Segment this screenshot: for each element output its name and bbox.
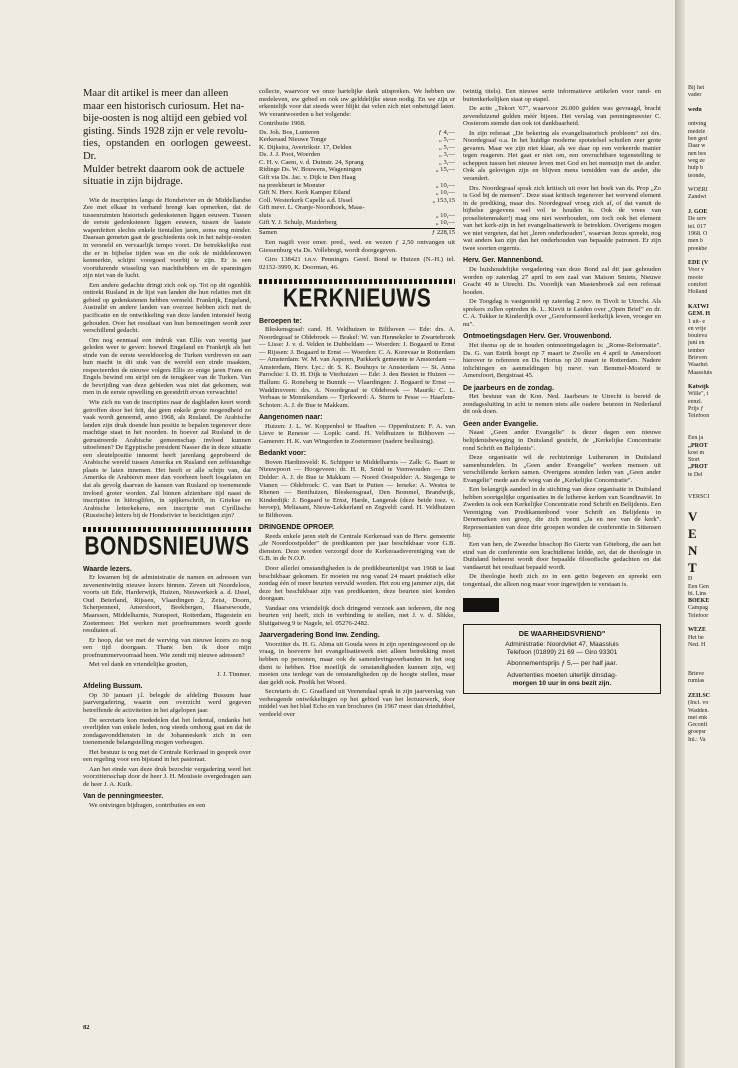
- adjacent-page-line: Brieven: [688, 354, 707, 361]
- adjacent-page-line: ben ged: [688, 136, 707, 143]
- bondsnieuws-banner: [83, 527, 251, 560]
- article-paragraph: Een nagift voor emer. pred., wed. en wezen ƒ 2,50 ontvangen uit Giessenburg via Ds. Vollebregt, wordt doorgegeven.: [259, 239, 455, 254]
- article-paragraph: Wie zich nu van de inscripties naar de dagbladen keert wordt getroffen door het feit, dat geen enkele grote mogendheid zo vaak wordt genoemd, anno 1968, als Rusland. De Arabische landen zijn druk doende hun positie te bepalen tegenover deze machtige staat in het noorden. In hoever zal Rusland in de getrustreerde Arabische gemeenschap invloed kunnen uitoefenen? De Egyptische president Nasser die in deze situatie een sleutelpositie inneemt heeft jarenlang geprobeerd de Arabische wereld tussen Amerika en Rusland een zelfstandige plaats te laten innemen. Het heeft er alle schijn van, dat Amerika de Arabieren meer dan voorheen heeft losgelaten en dat als gevolg daarvan de kansen van Rusland op toenemende invloed groter worden. Zal binnen afzienbare tijd naast de inscripties in hiëroglifen, in spijkerschrift, in Griekse en Arabische letterkekens, een inscriptie met Cyrillische (Russische) letters bij de Hondsrivier te bezichtigen zijn?: [83, 398, 251, 520]
- section-heading: Jaarvergadering Bond Inw. Zending.: [259, 632, 380, 640]
- adjacent-page-text: [685, 0, 738, 744]
- ads-deadline-line: morgen 10 uur in ons bezit zijn.: [512, 679, 612, 687]
- adjacent-page-line: ZEILSC: [688, 692, 711, 699]
- adjacent-page-line: kost m: [688, 449, 705, 456]
- article-paragraph: Het bestuur is nog met de Centrale Kerkraad in gesprek over een regeling voor een bijstand in het pastoraat.: [83, 748, 251, 764]
- adjacent-page-line: medele: [688, 128, 706, 135]
- ads-deadline-line: Advertenties moeten uiterlijk dinsdag-: [507, 671, 617, 679]
- adjacent-page-line: [688, 180, 738, 187]
- table-row: Ds. Joh. Bos, Lunteren ƒ 4,—: [259, 128, 455, 136]
- kerknieuws-title: KERKNIEUWS: [282, 283, 432, 313]
- article-paragraph: Deze organisatie wil de rechtzinnige Lutheranen in Duitsland samenbundelen. In „Geen ander Evangelie" werken mensen uit verschillende kerken samen. Overigens stonden leden van „Geen ander Evangelie" mede aan de wieg van de „Kerkelijke Concentratie".: [463, 454, 661, 484]
- adjacent-page-line: Wille", t: [688, 391, 709, 398]
- adjacent-page-line: Campag: [688, 605, 708, 612]
- article-paragraph: Voorzitter ds. H. G. Abma uit Gouda wees in zijn openingswoord op de vraag, in hoeverre het evangelisatiewerk niet alleen betrekking moet hebben op personen, maar ook de samenlevingsverbanden in het oog dient te hebben. Hoe moeilijk de omstandigheden kunnen zijn, wij moeten ons terdege van de omstandigheden op de hoogte stellen, maar dan geldt ook. Predik het Woord.: [259, 640, 455, 686]
- article-paragraph: Wie de inscripties langs de Hondsrivier en de Middellandse Zee met elkaar in verband brengt kan opmerken, dat de tussenruimten historisch gedenkstenen liggen eeuwen. Tussen de eerste gedenkstenen liggen eeuwen, tussen de laatste wapenfeiten slechts enkele tientallen jaren, soms nog minder. Daaraan gemeten gaat de geschiedenis ook in het nabije-oosten in versneld en vervaarlijk tempo voort. De betrekkelijke rust die er in bijbelse tijden was en die ook de middeleeuwen kenmerkte, schijnt voorgoed voorbij te zijn. Er is een voortdurende wisseling van machthebbers en de spanningen zijn niet van de lucht.: [83, 196, 251, 280]
- article-paragraph: Vandaar ons vriendelijk doch dringend verzoek aan iedereen, die nog beurten vrij heeft, zich in verbinding te stellen, met J. v. d. Slikke, Sluitgatweg 9 te Nagele, tel. 05276-2482.: [259, 604, 455, 627]
- table-row: sluis „ 10,—: [259, 211, 455, 219]
- adjacent-page-line: Het be: [688, 634, 704, 641]
- adjacent-page-line: De serv: [688, 216, 707, 223]
- adjacent-page-line: hulp b: [688, 165, 704, 172]
- adjacent-page-line: Holland: [688, 289, 708, 296]
- section-heading: Ontmoetingsdagen Herv. Ger. Vrouwenbond.: [463, 333, 612, 341]
- article-paragraph: De huishoudelijke vergadering van deze Bond zal dit jaar gehouden worden op zaterdag 27 april in een zaal van Maison Smiets, Nieuwe Gracht 49 te Utrecht. Ds. Voordijk van Mastenbroek zal een referaat houden.: [463, 266, 661, 296]
- article-paragraph: Om nog eenmaal een indruk van Ellis van veertig jaar geleden weer te geven: hoewel Engeland en Frankrijk als het einde van de eerste wereldoorlog de Turken verdreven en aan hun macht in dit stuk van de wereld een einde maakten, respecteerden de nieuwe volgers Ellis zo enige jaren Frans en Engels bewind om strijd om de terugkeer van de Turken. Van de bevrijding van deze gebieden was niet dat gekomen, wat men in de eerste opwelling en geestdrift ervan verwachtte!: [83, 336, 251, 397]
- adjacent-page-line: [688, 202, 738, 209]
- adjacent-page-line: Maassluis: [688, 369, 712, 376]
- column-2: [259, 88, 455, 1023]
- article-paragraph: De theologie heeft zich zo in een getto begeven en spreekt een tongentaal, die alleen nog maar voor ingewijden te verstaan is.: [463, 573, 661, 588]
- adjacent-page-line: EDE (V: [688, 260, 709, 267]
- table-row: Gift mevr. L. Oranje-Noordhoek, Maas-: [259, 204, 365, 212]
- intro-line: Maar dit artikel is meer dan alleen: [83, 88, 229, 99]
- adjacent-page-line: bl. Lins: [688, 590, 707, 597]
- intro-line: Mulder betrekt daarom ook de actuele: [83, 163, 245, 175]
- adjacent-page-line: Daar w: [688, 143, 706, 150]
- section-heading: Aangenomen naar:: [259, 414, 323, 422]
- article-paragraph: Naast „Geen ander Evangelie" is dezer dagen een nieuwe belijdenisbeweging in Duitsland gesticht, de „Kerkelijke Concentratie rond Schrift en Belijdenis".: [463, 429, 661, 452]
- article-paragraph: Bleskensgraaf: cand. H. Veldhuizen te Bilthoven — Ede: drs. A. Noordegraaf te Oldebroek — Brakel: W. van Hennekeler te Zwartebroek — Lisse: J. v. d. Velden te Dubbeldam — Woerden: J. Bogaard te Ernst — Rijssen: J. Bogaard te Ernst — Woerden: C. A. Korevaar te Rotterdam — Amsterdam: W. M. van Asperen, Parkkerk gemeente te Amsterdam — Amsterdam, Herv. Lyc.: dr. S. K. Bouhuys te Amsterdam — St. Anna Parochie: I. D. H. Dijk te Vierhuizen — Ede: J. den Besten te Huizen — Hallum: G. Roneberg te Bunnik — Vlaardingen: J. Bogaard te Ernst — Waddinxveen: drs. A. Noordegraaf te Oldebroek — Maurik: C. L. Verbaas te Monnikendam — Tjerkwerd: A. Sturm te Pesse — Haarlem-Schoten: A. J. de Bue te Makkum.: [259, 326, 455, 409]
- adjacent-page-line: Telefoor: [688, 612, 709, 619]
- adjacent-page-line: en vrije: [688, 325, 707, 332]
- adjacent-page-line: Ned. H: [688, 641, 706, 648]
- section-heading: DRINGENDE OPROEP.: [259, 524, 334, 532]
- signature: J. J. Timmer.: [217, 670, 251, 678]
- kerknieuws-banner: [259, 279, 455, 312]
- table-row: Coll. Westerkerk Capelle a.d. IJssel „ 153,15: [259, 196, 455, 204]
- article-paragraph: De actie „Tekort '67", waarvoor 26.000 gulden was gevraagd, bracht zevenduizend gulden méér bijeen. Het verslag van penningmeester C. Oosterom stemde dan ook tot dankbaarheid.: [463, 105, 661, 128]
- table-total-row: Samen ƒ 228,15: [259, 228, 455, 236]
- article-paragraph: Giro 138421 t.n.v. Penningm. Geref. Bond te Huizen (N.-H.) tel. 02152-3999, K. Doorman, 46.: [259, 256, 455, 272]
- adjacent-page-line: (Incl. vo: [688, 700, 709, 707]
- adjacent-page-line: [688, 114, 738, 121]
- article-paragraph: Een belangrijk aandeel in de stichting van deze organisatie in Duitsland hebben soortgelijke organisaties in de lutherse kerken van Scandinavië. In Zweden is ook een Kerkelijke Concentratie rond Schrift en Belijdenis. Een Vereniging van Predikantenbond voor Schrift en Belijdenis in Denemarken een groep, die zich noemt „Ja en nee van de kerk". Representanten van deze drie groepen wonden de conferentie in Sittensen bij.: [463, 486, 661, 539]
- article-paragraph: We ontvingen bijdragen, contributies en een: [89, 802, 206, 810]
- page-number: 82: [83, 1024, 90, 1031]
- adjacent-page-line: D: [688, 576, 693, 583]
- adjacent-page-line: [688, 479, 738, 486]
- section-heading: Bedankt voor:: [259, 450, 307, 458]
- adjacent-page-line: [688, 486, 738, 493]
- article-paragraph: Door allerlei omstandigheden is de predikbeurtenlijst van 1968 te laat beschikbaar gekomen. Er moeten nu nog vanaf 24 maart praktisch elke zondag één of meer beurten vervuld worden. Het zou erg jammer zijn, dat deze het beschikbaar zijn van predikanten, deze beurten niet konden doorgaan.: [259, 564, 455, 603]
- intro-line: bije-oosten is nog altijd een gebied vol: [83, 113, 248, 125]
- article-paragraph: Op 30 januari j.l. belegde de afdeling Bussum haar jaarvergadering, waarin een overzicht werd gegeven betreffende de activiteiten in het afgelopen jaar.: [83, 691, 251, 715]
- adjacent-page-line: Wadden.: [688, 707, 710, 714]
- adjacent-page-line: T: [688, 560, 697, 576]
- adjacent-page-line: Katwijk: [688, 384, 709, 391]
- adjacent-page-line: Inl.: Va: [688, 736, 706, 743]
- adjacent-page-line: WOERI: [688, 187, 708, 194]
- adjacent-page-line: [688, 664, 738, 671]
- adjacent-page-line: rumlas: [688, 678, 705, 685]
- article-paragraph: In zijn referaat „De bekering als evangelisatorisch probleem" zei drs. Noordegraaf o.a. In het huidige moderne spotstelsel schuilen zeer grote gevaren. Maar we zijn niet klaar, als we daar op een verkeerde manier tegen reageren. Het gaat er niet om, een onvruchtbare tegenstelling te scheppen tussen het nieuwe leven met God en het menszijn met de ander. Ook als gelovigen zijn en blijven mens temidden van de ander, die verandert.: [463, 129, 661, 183]
- adjacent-page-line: V: [688, 509, 698, 525]
- article-paragraph: twintig titels). Een nieuwe serie informatieve artikelen voor rand- en buitenkerkelijken staat op stapel.: [463, 88, 661, 103]
- section-heading: Herv. Ger. Mannenbond.: [463, 257, 543, 265]
- adjacent-page-line: men b: [688, 238, 703, 245]
- adjacent-page-line: tember: [688, 347, 705, 354]
- table-row: na preekbeurt te Monster „ 10,—: [259, 181, 455, 189]
- article-paragraph: Er kwamen bij de administratie de namen en adressen van zevenentwintig nieuwe lezers binnen. Zeven uit Noordeloos, voorts uit Ede, Harderwijk, Huizen, Nieuwerkerk a. d. IJssel, Oud Beierland, Rijssen, Vlaardingen 2, Zeist, Doorn, Scherpenneel, Amersfoort, Beekbergen, Haarsewoude, Maarssen, Middelharnis, Nunspeet, Rotterdam, Hagestein en Zoetermeer. Het werken met proefnummers wordt goede resultaten af.: [83, 574, 251, 635]
- adjacent-page-line: [688, 297, 738, 304]
- intro-line: gisting. Sinds 1928 zijn er vele revolu-: [83, 125, 248, 137]
- intro-lead: [83, 88, 251, 189]
- section-heading: Beroepen te:: [259, 317, 302, 325]
- article-paragraph: Een andere gedachte dringt zich ook op. Tot op dit ogenblik onttrekt Rusland in de lijst van landen die hun relaties met dit gebied op gedenkstenen hebben vermeld. Frankrijk, Engeland, Australië en andere landen van overzee hebben zich met de pacificatie en de ontwikkeling van deze landen intensief bezig gehouden. Over het resultaat van hun bemoeiingen wordt zeer verschillend gedacht.: [83, 281, 251, 335]
- adjacent-page-line: J. GOE: [688, 209, 708, 216]
- adjacent-page-line: VERSCI: [688, 493, 710, 500]
- intro-line: ties, opstanden en oorlogen geweest. Dr.: [83, 138, 251, 162]
- article-paragraph: Aan het einde van deze druk bezochte vergadering werd het voorzittersschap door de heer J. H. Mouissie overgedragen aan de heer J. A. Kuik.: [83, 765, 251, 788]
- table-row: Gift Y. J. Schulp, Muiderberg „ 10,—: [259, 219, 455, 227]
- address-box: [463, 624, 661, 694]
- adjacent-page-line: BOEKE: [688, 598, 710, 605]
- adjacent-page-line: Prijs ƒ: [688, 406, 704, 413]
- section-heading: Waarde lezers.: [83, 565, 132, 573]
- table-row: K. Dijkstra, Avertrikstr. 17, Delden „ 5,—: [259, 143, 455, 151]
- adjacent-page-line: preekbe: [688, 245, 707, 252]
- table-row: Kerkeraad Nieuwe Tonge „ 5,—: [259, 136, 455, 144]
- adjacent-page-line: wedu: [688, 106, 702, 113]
- adjacent-page-line: 1968. O: [688, 230, 708, 237]
- ink-mark-area: [463, 598, 661, 618]
- article-paragraph: De secretaris kon mededelen dat het ledental, ondanks het overlijden van enkele leden, nog steeds omhoog gaat en dat de zondagavonddiensten in de Johanneskerk zich in een toenemende belangstelling mogen verheugen.: [83, 716, 251, 747]
- article-paragraph: Het bestuur van de Kon. Ned. Jaarbeurs te Utrecht is bereid de zondagssluiting in acht te nemen niets alle oudere beurzen in Nederland dit ook doen.: [463, 393, 661, 416]
- article-paragraph: Met vel dank en vriendelijke groeten,: [89, 661, 188, 669]
- table-row: C. H. v. Caem, v. d. Duinstr. 24, Sprang „ 3,—: [259, 158, 455, 166]
- adjacent-page-line: GEM. H: [688, 311, 710, 318]
- adjacent-page-line: [688, 620, 738, 627]
- adjacent-page-line: ontving: [688, 121, 707, 128]
- adjacent-page-line: tel. 017: [688, 223, 706, 230]
- adjacent-page-line: WEZE: [688, 627, 707, 634]
- adjacent-page-line: Stort: [688, 457, 700, 464]
- adjacent-page-line: KATWI: [688, 303, 709, 310]
- adjacent-page-line: groepsr: [688, 729, 706, 736]
- article-paragraph: collecte, waarvoor we onze hartelijke dank uitspreken. We hebben uw medeleven, uw gebed en ook uw gelddelijke steun nodig. En we zijn er erkentelijk voor dat steeds weer blijkt dat velen zich niet onbetuigd laten. We verantwoorden u het volgende:: [259, 88, 455, 118]
- table-row: Gift N. Herv. Kerk Kamper Eiland „ 10,—: [259, 189, 455, 197]
- contribution-heading: Contributie 1968.: [259, 120, 306, 128]
- adjacent-page-line: Voor v: [688, 267, 705, 274]
- publication-title: DE WAARHEIDSVRIEND": [518, 629, 606, 639]
- adjacent-page-line: te Del: [688, 471, 703, 478]
- adjacent-page-line: [688, 656, 738, 663]
- adjacent-page-line: E: [688, 526, 697, 542]
- ink-mark: [463, 598, 499, 612]
- adjacent-page-line: 1 uit- e: [688, 318, 705, 325]
- adjacent-page-line: Een ja: [688, 435, 704, 442]
- adjacent-page-line: eenzl.: [688, 398, 703, 405]
- address-line: Administratie: Noordvliet 47, Maassluis: [505, 640, 619, 648]
- section-heading: De jaarbeurs en de zondag.: [463, 384, 555, 392]
- adjacent-page-line: juni en: [688, 340, 705, 347]
- adjacent-page-line: N: [688, 543, 698, 559]
- adjacent-page-line: nen bes: [688, 150, 707, 157]
- adjacent-page-line: [688, 428, 738, 435]
- article-paragraph: Boven Hardinxveld: K. Schipper te Middelharnis — Zalk: G. Baart te Nieuwpoort — Hoogeveen: dr. H. R. Smid te Veenwouden — Den Dolder: A. J. de Bue te Makkum — Noord Oostpolder: A. Stegenga te Vianen — Oldebroek: C. van Bart te Putten — Ierseke: A. Westra te Rhenen — Benthuizen, Bleskensgraaf, Den Bommel, Brandwijk, Kinderdijk: J. Bogaard te Ernst, Harde, Langerak (deze beide toez. v. beroep), Meliasant, Nieuw-Lekkerland en Zegveld: cand. H. Veldhuizen te Bilthoven.: [259, 458, 455, 519]
- adjacent-page-line: Telefoon: [688, 413, 710, 420]
- adjacent-page-line: Brieve: [688, 671, 704, 678]
- phone-line: Telefoon (01899) 21 69 — Giro 93301: [506, 649, 618, 657]
- bondsnieuws-title: BONDSNIEUWS: [84, 531, 250, 561]
- article-paragraph: Drs. Noordegraaf sprak zich kritisch uit over het boek van ds. Prop „Zo is God bij de mensen". Deze staat kritisch tegenover het wervend element in de prediking, maar drs. Noordegraaf vroeg zich af, of dat vanuit de bijbelse gegevens wel vol te houden is. Ook de vrees van proselietenmaker!j mag ons niet weerhouden, om toch ook het element van het kerk-zijn in het evangelisatiewerk te betrekken. Overigens mogen we niet vergeten, dat het „leren onderhouden", waarvan Jezus spreekt, nog wat anders kan zijn dan het onderhouden van bepaalde patronen. Er zijn twee soorten ergernis.: [463, 184, 661, 252]
- adjacent-page-line: „PROT: [688, 442, 708, 449]
- adjacent-page-line: [688, 100, 738, 107]
- table-row: Ridinge Ds. W. Bouwens, Wageningen „ 15,—: [259, 166, 455, 174]
- section-heading: Afdeling Bussum.: [83, 683, 143, 691]
- article-paragraph: Het thema op de te houden ontmoetingsdagen is: „Rome-Reformatie". Ds. G. van Estrik hoopt op 7 maart te Zwolle en 4 april te Amersfoort hierover te refereren en Ds. Horius op 20 maart te Rotterdam. Nadere inlichtingen en aanmeldingen bij mevr. van Bemmel-Mosterd te Amersfoort, Bergstraat 45.: [463, 341, 661, 380]
- adjacent-page-line: [688, 649, 738, 656]
- section-heading: Geen ander Evangelie.: [463, 420, 539, 428]
- article-paragraph: Een van hen, de Zweedse bisschop Bo Giertz van Göteborg, die aan het eind van de conferentie een krachtdienst leidde, zei, dat de theologie in Duitsland beheerst wordt door bepaalde filosofische gedachten en dat vandaaruit het resultaat bepaald wordt.: [463, 541, 661, 571]
- article-paragraph: De Toogdag is vastgesteld op zaterdag 2 nov. in Tivoli te Utrecht. Als sprekers zullen optreden ds. L. Kievit te Leiden over „Open Brief" en dr. C. A. Tukker te Kinderdijk over „Gereformeerd kerkelijk leven, vroeger en nu".: [463, 298, 661, 328]
- table-row: Gift via Ds. Jac. v. Dijk te Den Haag: [259, 174, 356, 182]
- article-paragraph: Reeds enkele jaren stelt de Centrale Kerkeraad van de Herv. gemeente „de Noordoostpolder" de predikanten per jaar beschikbaar voor G.B. diensten. Deze worden verzorgd door de Kerkeraadsvereniging van de G.B. in de N.O.P.: [259, 532, 455, 563]
- article-paragraph: Secretaris dr. C. Graafland uit Veenendaal sprak in zijn jaarverslag van verheugende ontwikkelingen op het gebied van het lectuurwerk, door middel van het blad Echo en van brochures (in 1967 meer dan driedubbel, verdeeld over: [259, 688, 455, 718]
- contribution-table: [259, 129, 455, 237]
- article-paragraph: Er hoop, dat we met de werving van nieuwe lezers zo nog een tijd doorgaan. Thans ben ik door mijn proefnummervoorraad heen. Wie zendt mij nieuwe adressen?: [83, 636, 251, 659]
- adjacent-page-line: [688, 686, 738, 693]
- adjacent-page-line: mooie: [688, 274, 703, 281]
- column-1: [83, 88, 251, 1023]
- adjacent-page-line: Zandwi: [688, 194, 707, 201]
- adjacent-page-line: [688, 253, 738, 260]
- adjacent-page-line: bouleva: [688, 333, 707, 340]
- section-heading: Van de penningmeester.: [83, 793, 164, 801]
- intro-line: situatie in zijn bijdrage.: [83, 176, 184, 188]
- adjacent-page-line: Een Gen: [688, 583, 709, 590]
- adjacent-page-line: comfort: [688, 282, 707, 289]
- article-paragraph: Huizen: J. L. W. Koppenhol te Haaften — Oppenhuizen: F. A. van Lieve te Renesse — Lopik: cand. H. Veldhuizen te Bilthoven — Gameren: H. K. van Wingerden te Zoetermeer (nadere beslissing).: [259, 422, 455, 445]
- column-3: [463, 88, 661, 1023]
- adjacent-page-line: Geconfi: [688, 722, 708, 729]
- adjacent-page-line: teonde,: [688, 172, 706, 179]
- intro-line: maar een historisch curiosum. Het na-: [83, 100, 245, 112]
- adjacent-page-line: weg ze: [688, 157, 705, 164]
- adjacent-page-line: [688, 501, 738, 508]
- adjacent-page-line: „PROT: [688, 464, 708, 471]
- adjacent-page-line: Bij het: [688, 85, 705, 91]
- page-gutter: [675, 0, 685, 1068]
- adjacent-page: [685, 0, 738, 1068]
- adjacent-page-line: Waarhei: [688, 362, 708, 369]
- adjacent-page-line: [688, 377, 738, 384]
- subscription-line: Abonnementsprijs ƒ 5,— per half jaar.: [506, 660, 618, 668]
- adjacent-page-line: met enk: [688, 714, 708, 721]
- adjacent-page-line: [688, 421, 738, 428]
- table-row: Ds. J. J. Poot, Woerden „ 3,—: [259, 151, 455, 159]
- adjacent-page-line: vader: [688, 92, 702, 99]
